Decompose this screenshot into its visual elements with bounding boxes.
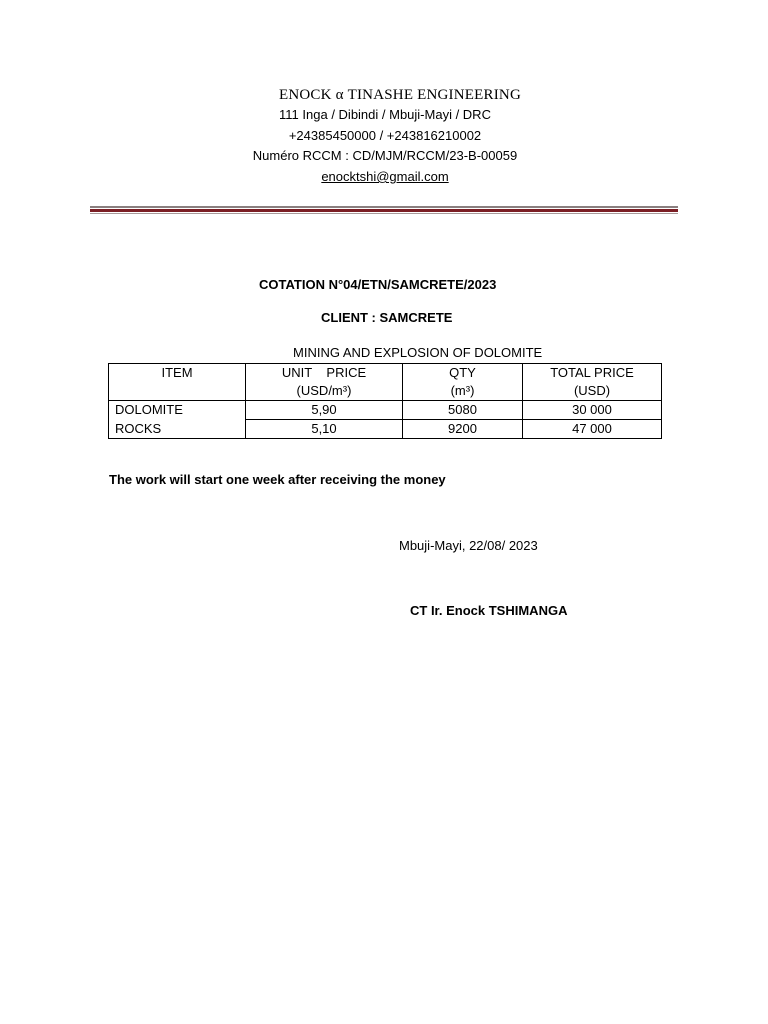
table-row (109, 420, 662, 439)
client-name: CLIENT : SAMCRETE (321, 310, 453, 325)
table-row (109, 401, 662, 420)
quote-reference: COTATION N°04/ETN/SAMCRETE/2023 (259, 277, 497, 292)
header-item: ITEM (109, 364, 246, 383)
company-email-link[interactable]: enocktshi@gmail.com (321, 169, 449, 184)
cell-total: 47 000 (523, 420, 662, 439)
header-item-unit (109, 382, 246, 401)
table-header-row (109, 364, 662, 383)
company-rccm: Numéro RCCM : CD/MJM/RCCM/23-B-00059 (252, 148, 518, 163)
cell-item: DOLOMITE (109, 401, 246, 420)
cell-qty: 9200 (403, 420, 523, 439)
company-name: ENOCK α TINASHE ENGINEERING (279, 87, 521, 103)
header-qty: QTY (403, 364, 523, 383)
table-header-units-row (109, 382, 662, 401)
signatory-name: CT Ir. Enock TSHIMANGA (410, 603, 568, 618)
cell-qty: 5080 (403, 401, 523, 420)
company-address: 111 Inga / Dibindi / Mbuji-Mayi / DRC (279, 107, 491, 122)
cell-unit-price: 5,90 (246, 401, 403, 420)
header-qty-unit: (m³) (403, 382, 523, 401)
table-caption: MINING AND EXPLOSION OF DOLOMITE (293, 345, 543, 360)
cell-unit-price: 5,10 (246, 420, 403, 439)
letterhead-divider (90, 206, 678, 214)
header-total-price: TOTAL PRICE (523, 364, 662, 383)
work-start-notice: The work will start one week after receiving the money (109, 472, 446, 487)
place-and-date: Mbuji-Mayi, 22/08/ 2023 (399, 538, 538, 553)
header-unit-price: UNIT PRICE (246, 364, 403, 383)
cell-item: ROCKS (109, 420, 246, 439)
header-unit-price-unit: (USD/m³) (246, 382, 403, 401)
header-total-price-unit: (USD) (523, 382, 662, 401)
cell-total: 30 000 (523, 401, 662, 420)
quote-table (108, 363, 662, 439)
company-phones: +24385450000 / +243816210002 (288, 128, 482, 143)
